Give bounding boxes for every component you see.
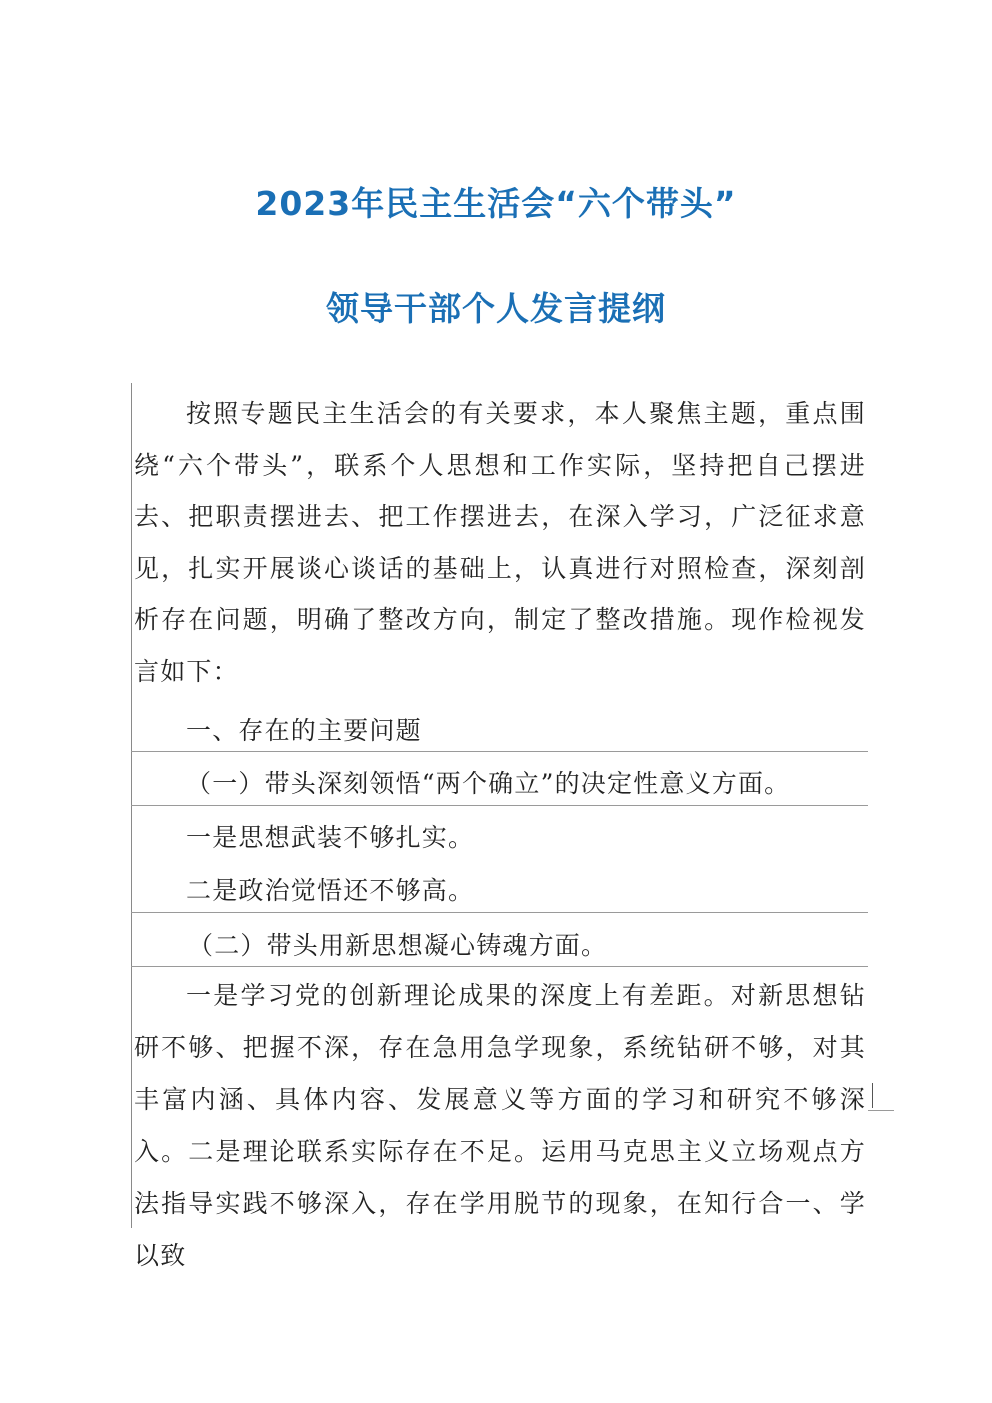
row-divider: [131, 966, 868, 967]
row-divider: [131, 912, 868, 913]
intro-paragraph: 按照专题民主生活会的有关要求，本人聚焦主题，重点围绕“六个带头”，联系个人思想和工作实际，坚持把自己摆进去、把职责摆进去、把工作摆进去，在深入学习，广泛征求意见，扎实开展谈心谈话的基础上，认真进行对照检查，深刻剖析存在问题，明确了整改方向，制定了整改措施。现作检视发言如下：: [134, 399, 866, 686]
section-1-heading: 一、存在的主要问题: [186, 716, 422, 745]
subsection-1-heading: （一）带头深刻领悟“两个确立”的决定性意义方面。: [186, 769, 791, 798]
row-divider: [131, 751, 868, 752]
cell-boundary-mark: [872, 1083, 873, 1108]
subsection-1-item-1: 一是思想武装不够扎实。: [186, 823, 475, 852]
subsection-2-heading: （二）带头用新思想凝心铸魂方面。: [188, 931, 608, 960]
subsection-2-paragraph: 一是学习党的创新理论成果的深度上有差距。对新思想钻研不够、把握不深，存在急用急学现象，系统钻研不够，对其丰富内涵、具体内容、发展意义等方面的学习和研究不够深入。二是理论联系实际存在不足。运用马克思主义立场观点方法指导实践不够深入，存在学用脱节的现象，在知行合一、学以致: [134, 981, 866, 1270]
document-title-line-2: 领导干部个人发言提纲: [326, 289, 666, 328]
document-title-line-1: 2023年民主生活会“六个带头”: [255, 184, 737, 223]
cell-end-rule: [868, 1110, 894, 1111]
subsection-1-item-2: 二是政治觉悟还不够高。: [186, 876, 475, 905]
row-divider: [131, 805, 868, 806]
